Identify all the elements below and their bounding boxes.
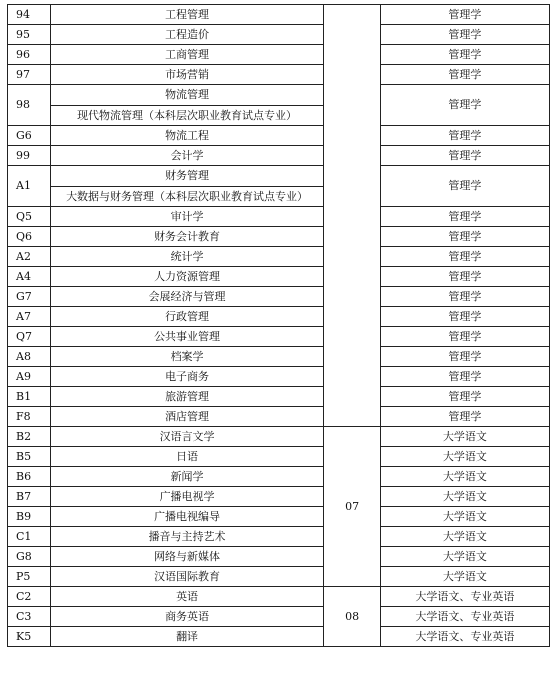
exam-subject: 管理学: [380, 367, 549, 387]
exam-subject: 管理学: [380, 5, 549, 25]
category-code: [324, 5, 380, 427]
exam-subject: 大学语文: [380, 547, 549, 567]
major-code: A4: [8, 267, 51, 287]
major-name-cell: 会计学: [50, 146, 324, 166]
major-code: A7: [8, 307, 51, 327]
major-code: A1: [8, 166, 51, 207]
exam-subject: 管理学: [380, 146, 549, 166]
table-row: [8, 85, 550, 126]
table-row: [8, 547, 550, 567]
exam-subject: 管理学: [380, 85, 549, 126]
table-row: [8, 367, 550, 387]
exam-subject: 管理学: [380, 45, 549, 65]
major-code: A2: [8, 247, 51, 267]
major-code: 95: [8, 25, 51, 45]
major-code: K5: [8, 627, 51, 647]
major-name-cell: 汉语国际教育: [50, 567, 324, 587]
major-name-cell: 酒店管理: [50, 407, 324, 427]
major-name-cell: 会展经济与管理: [50, 287, 324, 307]
exam-subject: 大学语文、专业英语: [380, 607, 549, 627]
exam-subject: 管理学: [380, 65, 549, 85]
table-row: [8, 527, 550, 547]
major-name-cell: 公共事业管理: [50, 327, 324, 347]
table-row: [8, 267, 550, 287]
major-subject-table: [7, 4, 550, 647]
major-name-cell: 行政管理: [50, 307, 324, 327]
major-code: 99: [8, 146, 51, 166]
exam-subject: 大学语文: [380, 527, 549, 547]
major-code: C1: [8, 527, 51, 547]
major-code: Q7: [8, 327, 51, 347]
table-row: [8, 447, 550, 467]
major-code: 98: [8, 85, 51, 126]
exam-subject: 管理学: [380, 347, 549, 367]
major-name: 财务管理: [165, 169, 210, 182]
table-row: [8, 207, 550, 227]
major-code: B9: [8, 507, 51, 527]
major-name-cell: 物流工程: [50, 126, 324, 146]
exam-subject: 管理学: [380, 287, 549, 307]
major-name-cell: [50, 85, 324, 126]
table-row: [8, 227, 550, 247]
table-row: [8, 587, 550, 607]
table-row: [8, 627, 550, 647]
major-code: B6: [8, 467, 51, 487]
table-row: [8, 146, 550, 166]
exam-subject: 大学语文、专业英语: [380, 627, 549, 647]
major-code: G8: [8, 547, 51, 567]
major-code: Q6: [8, 227, 51, 247]
major-code: B7: [8, 487, 51, 507]
table-row: [8, 65, 550, 85]
major-name-cell: 日语: [50, 447, 324, 467]
major-name-cell: 统计学: [50, 247, 324, 267]
major-code: 97: [8, 65, 51, 85]
major-name-cell: 工程管理: [50, 5, 324, 25]
major-name-cell: [50, 166, 324, 207]
major-name-cell: 新闻学: [50, 467, 324, 487]
exam-subject: 管理学: [380, 267, 549, 287]
major-name: 现代物流管理（本科层次职业教育试点专业）: [51, 105, 324, 125]
table-row: [8, 567, 550, 587]
exam-subject: 大学语文: [380, 487, 549, 507]
exam-subject: 管理学: [380, 307, 549, 327]
exam-subject: 大学语文、专业英语: [380, 587, 549, 607]
major-code: C3: [8, 607, 51, 627]
table-row: [8, 126, 550, 146]
major-name-cell: 市场营销: [50, 65, 324, 85]
table-row: [8, 327, 550, 347]
major-code: A8: [8, 347, 51, 367]
major-name-cell: 审计学: [50, 207, 324, 227]
major-name-cell: 英语: [50, 587, 324, 607]
major-name-cell: 广播电视编导: [50, 507, 324, 527]
major-code: A9: [8, 367, 51, 387]
table-row: [8, 287, 550, 307]
table-body: [8, 5, 550, 647]
major-name-cell: 财务会计教育: [50, 227, 324, 247]
major-name-cell: 工程造价: [50, 25, 324, 45]
major-name-cell: 网络与新媒体: [50, 547, 324, 567]
major-name: 大数据与财务管理（本科层次职业教育试点专业）: [51, 186, 324, 206]
table-row: [8, 467, 550, 487]
major-code: C2: [8, 587, 51, 607]
major-code: G7: [8, 287, 51, 307]
table-row: [8, 45, 550, 65]
table-row: [8, 387, 550, 407]
major-code: 94: [8, 5, 51, 25]
exam-subject: 大学语文: [380, 567, 549, 587]
exam-subject: 大学语文: [380, 427, 549, 447]
exam-subject: 大学语文: [380, 507, 549, 527]
major-code: B2: [8, 427, 51, 447]
table-row: [8, 307, 550, 327]
major-name-cell: 旅游管理: [50, 387, 324, 407]
major-code: B5: [8, 447, 51, 467]
table-row: [8, 25, 550, 45]
major-name-cell: 人力资源管理: [50, 267, 324, 287]
exam-subject: 大学语文: [380, 447, 549, 467]
category-code: 07: [324, 427, 380, 587]
exam-subject: 管理学: [380, 247, 549, 267]
exam-subject: 管理学: [380, 227, 549, 247]
table-row: [8, 5, 550, 25]
table-row: [8, 407, 550, 427]
major-name-cell: 电子商务: [50, 367, 324, 387]
exam-subject: 管理学: [380, 327, 549, 347]
major-name-cell: 翻译: [50, 627, 324, 647]
exam-subject: 管理学: [380, 25, 549, 45]
exam-subject: 管理学: [380, 126, 549, 146]
major-name-cell: 播音与主持艺术: [50, 527, 324, 547]
major-name: 物流管理: [165, 88, 210, 101]
major-name-cell: 汉语言文学: [50, 427, 324, 447]
major-code: Q5: [8, 207, 51, 227]
exam-subject: 大学语文: [380, 467, 549, 487]
table-row: [8, 507, 550, 527]
category-code: 08: [324, 587, 380, 647]
major-code: G6: [8, 126, 51, 146]
major-name-cell: 档案学: [50, 347, 324, 367]
table-row: [8, 247, 550, 267]
major-code: B1: [8, 387, 51, 407]
table-row: [8, 607, 550, 627]
major-name-cell: 工商管理: [50, 45, 324, 65]
exam-subject: 管理学: [380, 207, 549, 227]
exam-subject: 管理学: [380, 166, 549, 207]
table-row: [8, 427, 550, 447]
exam-subject: 管理学: [380, 407, 549, 427]
major-name-cell: 广播电视学: [50, 487, 324, 507]
major-code: F8: [8, 407, 51, 427]
exam-subject: 管理学: [380, 387, 549, 407]
table-row: [8, 487, 550, 507]
major-name-cell: 商务英语: [50, 607, 324, 627]
table-row: [8, 347, 550, 367]
table-row: [8, 166, 550, 207]
major-code: P5: [8, 567, 51, 587]
major-code: 96: [8, 45, 51, 65]
